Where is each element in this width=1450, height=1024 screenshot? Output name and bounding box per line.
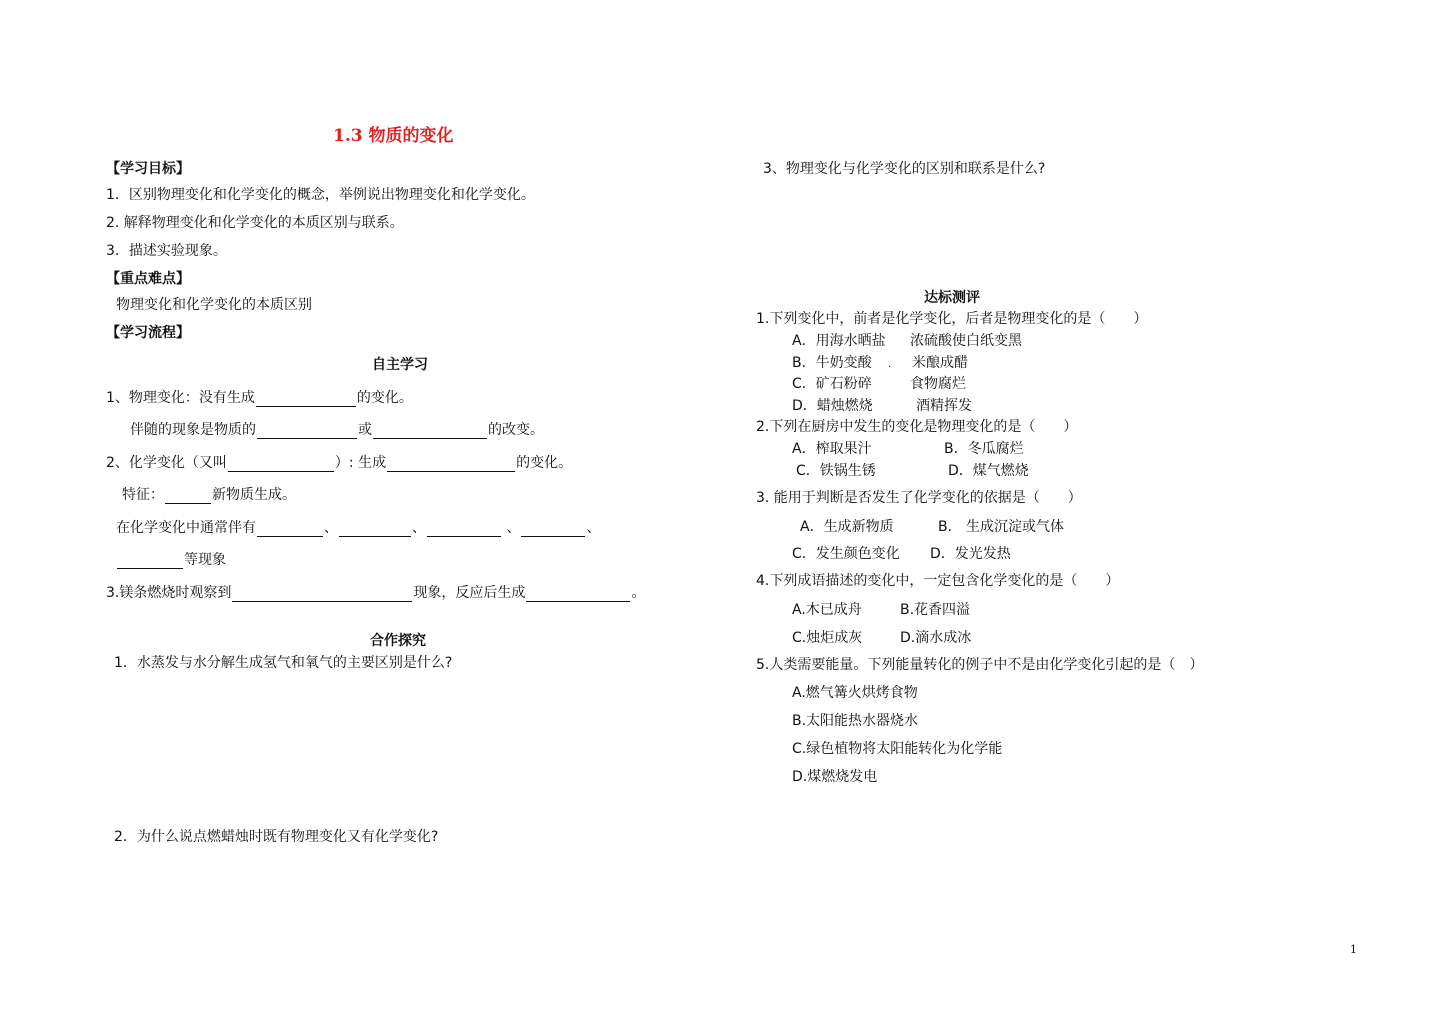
option-1a-second: 浓硫酸使白纸变黑 xyxy=(910,333,1022,349)
answer-blank[interactable] xyxy=(257,424,357,439)
key-point-1: 物理变化和化学变化的本质区别 xyxy=(116,297,312,313)
option-3b: B． 生成沉淀或气体 xyxy=(938,519,1065,535)
option-5a: A.燃气篝火烘烤食物 xyxy=(792,685,918,701)
option-1d: D．蜡烛燃烧 xyxy=(792,398,873,414)
option-1a: A．用海水晒盐 xyxy=(792,333,886,349)
answer-blank[interactable] xyxy=(373,424,487,439)
option-4c: C.烛炬成灰 xyxy=(792,630,863,646)
option-4d: D.滴水成冰 xyxy=(900,630,972,646)
objective-3: 3．描述实验现象。 xyxy=(106,243,227,259)
question-2-line-4: 等现象 xyxy=(116,551,226,569)
question-2-line-3: 在化学变化中通常伴有 、 、 、 、 xyxy=(116,520,601,536)
inquiry-question-1: 1．水蒸发与水分解生成氢气和氧气的主要区别是什么? xyxy=(114,655,453,671)
test-question-3: 3. 能用于判断是否发生了化学变化的依据是（ ） xyxy=(756,490,1082,506)
test-question-4: 4.下列成语描述的变化中，一定包含化学变化的是（ ） xyxy=(756,573,1120,589)
option-3c: C．发生颜色变化 xyxy=(792,546,900,562)
option-5b: B.太阳能热水器烧水 xyxy=(792,713,919,729)
option-1c-second: 食物腐烂 xyxy=(910,376,966,392)
test-question-1: 1.下列变化中，前者是化学变化，后者是物理变化的是（ ） xyxy=(756,311,1148,327)
option-5c: C.绿色植物将太阳能转化为化学能 xyxy=(792,741,1003,757)
question-3: 3.镁条燃烧时观察到 现象，反应后生成 。 xyxy=(106,585,646,601)
section-assessment: 达标测评 xyxy=(924,290,980,306)
section-flow: 【学习流程】 xyxy=(106,325,190,341)
option-1d-second: 酒精挥发 xyxy=(916,398,972,414)
objective-1: 1．区别物理变化和化学变化的概念，举例说出物理变化和化学变化。 xyxy=(106,187,535,203)
answer-blank[interactable] xyxy=(427,522,501,537)
answer-blank[interactable] xyxy=(232,587,412,602)
inquiry-question-2: 2．为什么说点燃蜡烛时既有物理变化又有化学变化? xyxy=(114,829,439,845)
answer-blank[interactable] xyxy=(521,522,585,537)
question-1-line-1: 1、物理变化：没有生成 的变化。 xyxy=(106,390,413,406)
page-title: 1.3 物质的变化 xyxy=(333,126,454,146)
option-4b: B.花香四溢 xyxy=(900,602,971,618)
question-1-line-2: 伴随的现象是物质的 或 的改变。 xyxy=(130,422,544,438)
option-2d: D．煤气燃烧 xyxy=(948,463,1029,479)
inquiry-question-3: 3、物理变化与化学变化的区别和联系是什么? xyxy=(763,161,1046,177)
section-self-study: 自主学习 xyxy=(372,357,428,373)
answer-blank[interactable] xyxy=(256,392,356,407)
section-key-points: 【重点难点】 xyxy=(106,271,190,287)
answer-blank[interactable] xyxy=(387,457,515,472)
option-2a: A．榨取果汁 xyxy=(792,441,872,457)
answer-blank[interactable] xyxy=(339,522,411,537)
test-question-2: 2.下列在厨房中发生的变化是物理变化的是（ ） xyxy=(756,419,1078,435)
option-5d: D.煤燃烧发电 xyxy=(792,769,878,785)
section-objectives: 【学习目标】 xyxy=(106,161,190,177)
stray-dot: . xyxy=(888,359,892,370)
answer-blank[interactable] xyxy=(165,489,211,504)
answer-blank[interactable] xyxy=(526,587,630,602)
answer-blank[interactable] xyxy=(257,522,323,537)
section-cooperative-inquiry: 合作探究 xyxy=(370,633,426,649)
option-3d: D．发光发热 xyxy=(930,546,1011,562)
question-2-line-1: 2、化学变化（又叫 ）: 生成 的变化。 xyxy=(106,455,573,471)
test-question-5: 5.人类需要能量。下列能量转化的例子中不是由化学变化引起的是（ ） xyxy=(756,657,1204,673)
objective-2: 2. 解释物理变化和化学变化的本质区别与联系。 xyxy=(106,215,404,231)
page-number: 1 xyxy=(1350,943,1357,956)
question-2-line-2: 特征： 新物质生成。 xyxy=(122,487,296,503)
option-1c: C．矿石粉碎 xyxy=(792,376,872,392)
option-2c: C．铁锅生锈 xyxy=(796,463,876,479)
option-3a: A．生成新物质 xyxy=(800,519,894,535)
option-1b: B．牛奶变酸 xyxy=(792,355,872,371)
answer-blank[interactable] xyxy=(228,457,334,472)
option-2b: B．冬瓜腐烂 xyxy=(944,441,1024,457)
answer-blank[interactable] xyxy=(117,554,183,569)
option-1b-second: 米酿成醋 xyxy=(912,355,968,371)
option-4a: A.木已成舟 xyxy=(792,602,862,618)
